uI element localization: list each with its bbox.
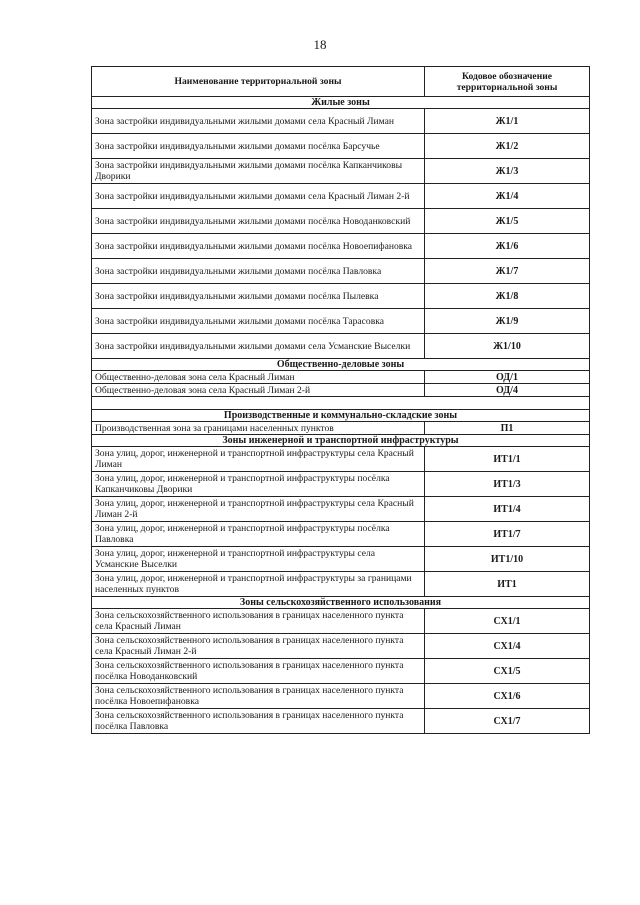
zone-code: ОД/4 [425,384,590,397]
table-row [92,334,590,359]
table-row [92,634,590,659]
zone-name: Общественно-деловая зона села Красный Лиман 2-й [92,384,425,397]
zone-name: Зона застройки индивидуальными жилыми домами посёлка Тарасовка [92,309,425,334]
header-name: Наименование территориальной зоны [92,67,425,97]
section-heading [92,410,590,422]
table-row [92,134,590,159]
table-row [92,522,590,547]
zone-name: Зона застройки индивидуальными жилыми домами посёлка Капканчиковы Дворики [92,159,425,184]
zone-name: Зона улиц, дорог, инженерной и транспортной инфраструктуры посёлка Павловка [92,522,425,547]
blank-row [92,397,590,410]
section-title: Производственные и коммунально-складские зоны [92,410,590,422]
zone-name: Зона сельскохозяйственного использования в границах населенного пункта посёлка Павловка [92,709,425,734]
zone-code: СХ1/1 [425,609,590,634]
zone-code: Ж1/4 [425,184,590,209]
table-row [92,547,590,572]
zone-code: ИТ1/7 [425,522,590,547]
zones-table [91,66,590,734]
table-row [92,384,590,397]
zone-code: Ж1/8 [425,284,590,309]
table-row [92,497,590,522]
table-row [92,309,590,334]
section-title: Зоны инженерной и транспортной инфраструктуры [92,435,590,447]
zone-code: Ж1/5 [425,209,590,234]
zone-code: ИТ1/4 [425,497,590,522]
zone-name: Зона застройки индивидуальными жилыми домами села Усманские Выселки [92,334,425,359]
section-heading [92,97,590,109]
page-number: 18 [313,37,327,52]
zone-code: СХ1/4 [425,634,590,659]
zone-name: Зона застройки индивидуальными жилыми домами посёлка Барсучье [92,134,425,159]
table-row [92,684,590,709]
section-title: Зоны сельскохозяйственного использования [92,597,590,609]
section-heading [92,435,590,447]
zone-name: Зона улиц, дорог, инженерной и транспортной инфраструктуры за границами населенных пунктов [92,572,425,597]
zone-code: Ж1/7 [425,259,590,284]
table-row [92,109,590,134]
zone-code: СХ1/6 [425,684,590,709]
table-row [92,371,590,384]
zone-name: Производственная зона за границами населенных пунктов [92,422,425,435]
zone-code: Ж1/3 [425,159,590,184]
header-code: Кодовое обозначение территориальной зоны [425,67,590,97]
zone-name: Зона улиц, дорог, инженерной и транспортной инфраструктуры села Красный Лиман [92,447,425,472]
table-row [92,284,590,309]
zone-code: ИТ1 [425,572,590,597]
section-heading [92,359,590,371]
table-header-row [92,67,590,97]
zone-code: ИТ1/3 [425,472,590,497]
zone-code: СХ1/7 [425,709,590,734]
zone-name: Зона улиц, дорог, инженерной и транспортной инфраструктуры села Усманские Выселки [92,547,425,572]
table-row [92,159,590,184]
table-row [92,572,590,597]
zone-code: Ж1/10 [425,334,590,359]
table-row [92,609,590,634]
zone-name: Зона застройки индивидуальными жилыми домами посёлка Павловка [92,259,425,284]
section-title: Жилые зоны [92,97,590,109]
zone-name: Зона улиц, дорог, инженерной и транспортной инфраструктуры посёлка Капканчиковы Дворики [92,472,425,497]
zone-code: ИТ1/1 [425,447,590,472]
section-heading [92,597,590,609]
table-row [92,709,590,734]
zone-code: П1 [425,422,590,435]
zone-code: ИТ1/10 [425,547,590,572]
table-row [92,472,590,497]
zone-code: Ж1/9 [425,309,590,334]
zone-code: ОД/1 [425,371,590,384]
zone-code: СХ1/5 [425,659,590,684]
zone-code: Ж1/1 [425,109,590,134]
zone-name: Зона застройки индивидуальными жилыми домами села Красный Лиман 2-й [92,184,425,209]
table-row [92,209,590,234]
zone-name: Зона застройки индивидуальными жилыми домами посёлка Новоепифановка [92,234,425,259]
blank-cell [92,397,590,410]
section-title: Общественно-деловые зоны [92,359,590,371]
zone-name: Зона застройки индивидуальными жилыми домами посёлка Пылевка [92,284,425,309]
table-row [92,234,590,259]
table-row [92,184,590,209]
zone-name: Зона сельскохозяйственного использования в границах населенного пункта села Красный Лиман 2-й [92,634,425,659]
table-row [92,259,590,284]
table-row [92,422,590,435]
zone-name: Общественно-деловая зона села Красный Лиман [92,371,425,384]
zone-name: Зона застройки индивидуальными жилыми домами посёлка Новоданковский [92,209,425,234]
zone-code: Ж1/2 [425,134,590,159]
zone-name: Зона улиц, дорог, инженерной и транспортной инфраструктуры села Красный Лиман 2-й [92,497,425,522]
zone-code: Ж1/6 [425,234,590,259]
zone-name: Зона сельскохозяйственного использования в границах населенного пункта села Красный Лиман [92,609,425,634]
table-row [92,447,590,472]
table-row [92,659,590,684]
zone-name: Зона застройки индивидуальными жилыми домами села Красный Лиман [92,109,425,134]
zone-name: Зона сельскохозяйственного использования в границах населенного пункта посёлка Новоданковский [92,659,425,684]
zone-name: Зона сельскохозяйственного использования в границах населенного пункта посёлка Новоепифановка [92,684,425,709]
